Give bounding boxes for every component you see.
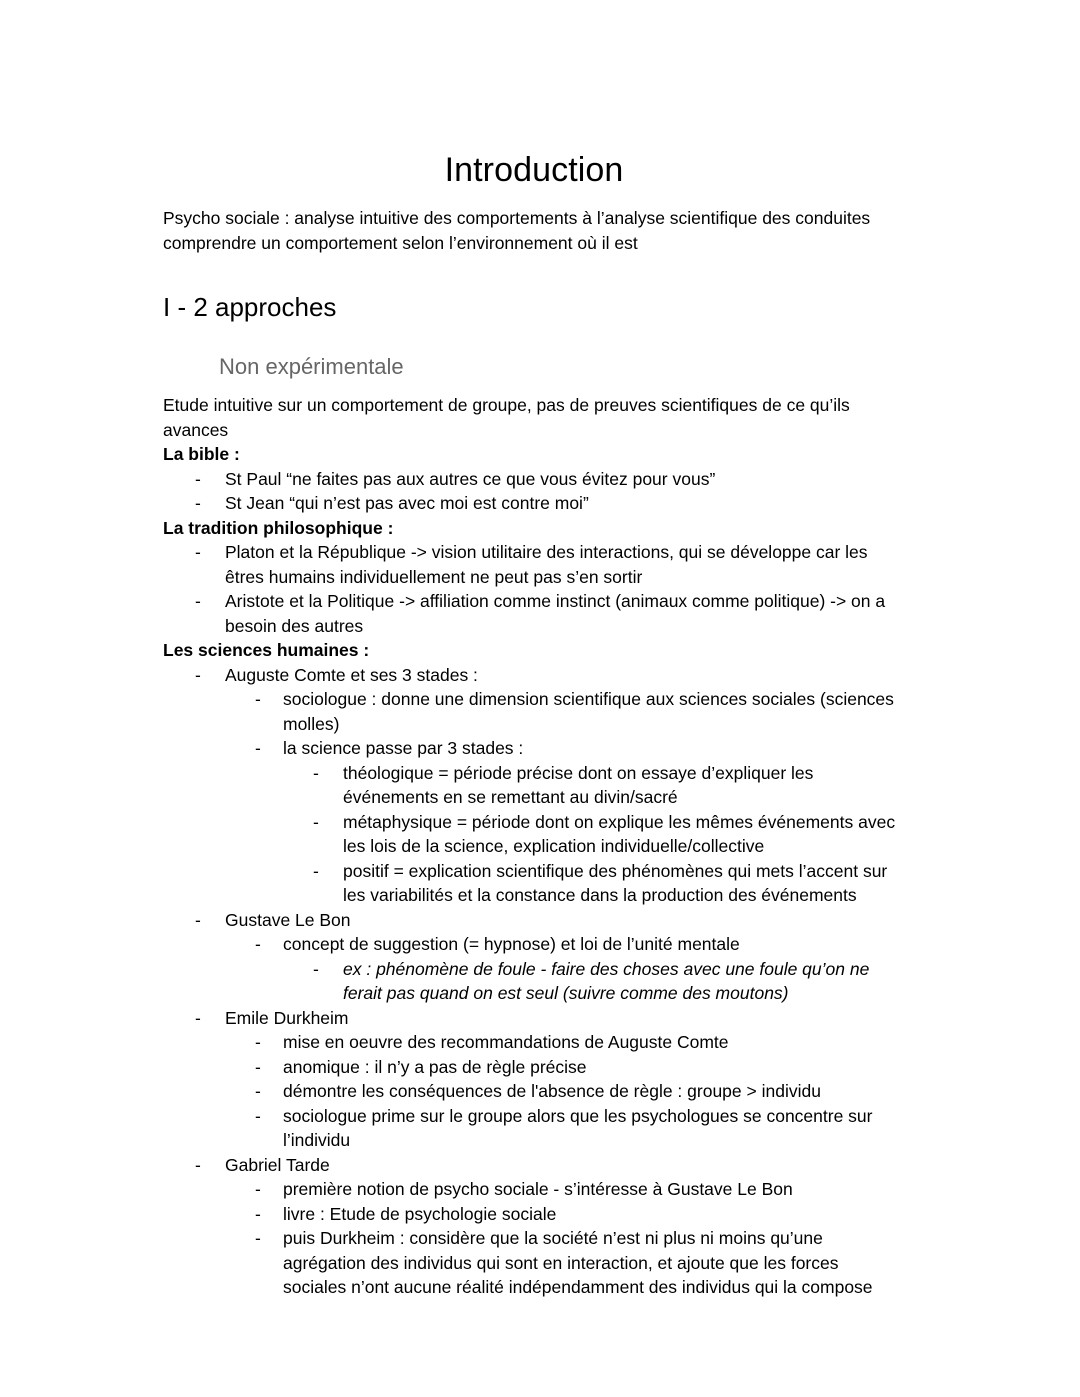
list-item-label: Aristote et la Politique -> affiliation comme instinct (animaux comme politique) -> on a besoin des autres: [225, 591, 886, 636]
page-title: Introduction: [444, 151, 624, 189]
list-item: [283, 859, 905, 908]
list-item-label: démontre les conséquences de l'absence de règle : groupe > individu: [283, 1081, 821, 1101]
bullet-dash-icon: -: [255, 738, 261, 758]
list-item-label: théologique = période précise dont on essaye d’expliquer les événements en se remettant au divin/sacré: [343, 762, 814, 807]
list-item: [225, 1055, 905, 1080]
bullet-dash-icon: -: [195, 1007, 201, 1028]
list-item: [283, 810, 905, 859]
list-item-label: Platon et la République -> vision utilitaire des interactions, qui se développe car les êtres humains individuellement ne peut pas s’en sortir: [225, 542, 868, 587]
sublist: [225, 687, 905, 908]
bullet-dash-icon: -: [255, 1203, 261, 1224]
list-item: [163, 908, 905, 1006]
bullet-dash-icon: -: [313, 860, 319, 881]
bullet-dash-icon: -: [195, 591, 201, 611]
sublist: [283, 957, 905, 1006]
list-item: [225, 736, 905, 908]
list-item-label: sociologue prime sur le groupe alors que les psychologues se concentre sur l’individu: [283, 1105, 873, 1150]
list-item-label: Gustave Le Bon: [225, 909, 351, 930]
sublist: [283, 761, 905, 908]
list-item-label: positif = explication scientifique des phénomènes qui mets l’accent sur les variabilités et la constance dans la production des événements: [343, 860, 888, 905]
list-item: [163, 1006, 905, 1153]
document-content: [163, 0, 905, 1300]
list-item-label: ex : phénomène de foule - faire des choses avec une foule qu’on ne ferait pas quand on est seul (suivre comme des moutons): [343, 958, 870, 1003]
bullet-dash-icon: -: [313, 811, 319, 832]
list-item-label: sociologue : donne une dimension scientifique aux sciences sociales (sciences molles): [283, 689, 894, 734]
list-sciences-humaines: [163, 663, 905, 1300]
bullet-dash-icon: -: [195, 542, 201, 562]
bullet-dash-icon: -: [313, 762, 319, 783]
list-item: [163, 589, 905, 638]
bullet-dash-icon: -: [195, 664, 201, 685]
list-item-label: Gabriel Tarde: [225, 1154, 330, 1175]
list-item: [163, 540, 905, 589]
list-item-label: Auguste Comte et ses 3 stades :: [225, 664, 478, 685]
list-item: [225, 1104, 905, 1153]
list-item-label: Emile Durkheim: [225, 1007, 349, 1028]
list-item: [225, 1202, 905, 1227]
bullet-dash-icon: -: [255, 1105, 261, 1126]
bullet-dash-icon: -: [255, 1056, 261, 1077]
sublist: [225, 1030, 905, 1153]
list-item: [225, 1030, 905, 1055]
list-item-label: St Jean “qui n’est pas avec moi est contre moi”: [225, 493, 589, 513]
list-item-label: anomique : il n’y a pas de règle précise: [283, 1056, 587, 1077]
list-bible: [163, 467, 905, 516]
list-item-label: métaphysique = période dont on explique les mêmes événements avec les lois de la science, explication individuelle/collective: [343, 811, 896, 856]
list-item: [163, 663, 905, 908]
bullet-dash-icon: -: [195, 493, 201, 513]
bullet-dash-icon: -: [255, 1081, 261, 1101]
group-lead-sciences-humaines: Les sciences humaines :: [163, 640, 370, 660]
bullet-dash-icon: -: [255, 1179, 261, 1199]
list-tradition: [163, 540, 905, 638]
list-item: [225, 687, 905, 736]
list-item-label: première notion de psycho sociale - s’intéresse à Gustave Le Bon: [283, 1179, 793, 1199]
list-item-label: puis Durkheim : considère que la société n’est ni plus ni moins qu’une agrégation des individus qui sont en interaction, et ajoute que les forces sociales n’ont aucune réalité indépendamment des individus qui la compose: [283, 1228, 873, 1297]
list-item: [225, 1079, 905, 1104]
list-item: [225, 1177, 905, 1202]
list-item: [283, 761, 905, 810]
list-item-label: St Paul “ne faites pas aux autres ce que vous évitez pour vous”: [225, 468, 716, 489]
list-item: [163, 1153, 905, 1300]
list-item-label: mise en oeuvre des recommandations de Auguste Comte: [283, 1032, 729, 1052]
group-lead-tradition: La tradition philosophique :: [163, 517, 394, 538]
group-lead-bible: La bible :: [163, 444, 240, 464]
subsection-intro: Etude intuitive sur un comportement de groupe, pas de preuves scientifiques de ce qu’ils avances: [163, 395, 850, 440]
list-item: [163, 491, 905, 516]
bullet-dash-icon: -: [255, 934, 261, 954]
bullet-dash-icon: -: [195, 909, 201, 930]
bullet-dash-icon: -: [313, 958, 319, 979]
list-item: [225, 1226, 905, 1300]
sublist: [225, 1177, 905, 1300]
bullet-dash-icon: -: [195, 468, 201, 489]
list-item-label: concept de suggestion (= hypnose) et loi de l’unité mentale: [283, 934, 740, 954]
list-item: [283, 957, 905, 1006]
subsection-heading: Non expérimentale: [219, 354, 404, 379]
list-item-label: la science passe par 3 stades :: [283, 738, 524, 758]
bullet-dash-icon: -: [255, 689, 261, 709]
bullet-dash-icon: -: [255, 1228, 261, 1248]
list-item-label: livre : Etude de psychologie sociale: [283, 1203, 557, 1224]
list-item: [163, 467, 905, 492]
list-item: [225, 932, 905, 1006]
section-heading: I - 2 approches: [163, 292, 337, 322]
bullet-dash-icon: -: [195, 1154, 201, 1175]
bullet-dash-icon: -: [255, 1032, 261, 1052]
sublist: [225, 932, 905, 1006]
intro-paragraph: Psycho sociale : analyse intuitive des comportements à l’analyse scientifique des conduites comprendre un comportement selon l’environnement où il est: [163, 208, 871, 253]
